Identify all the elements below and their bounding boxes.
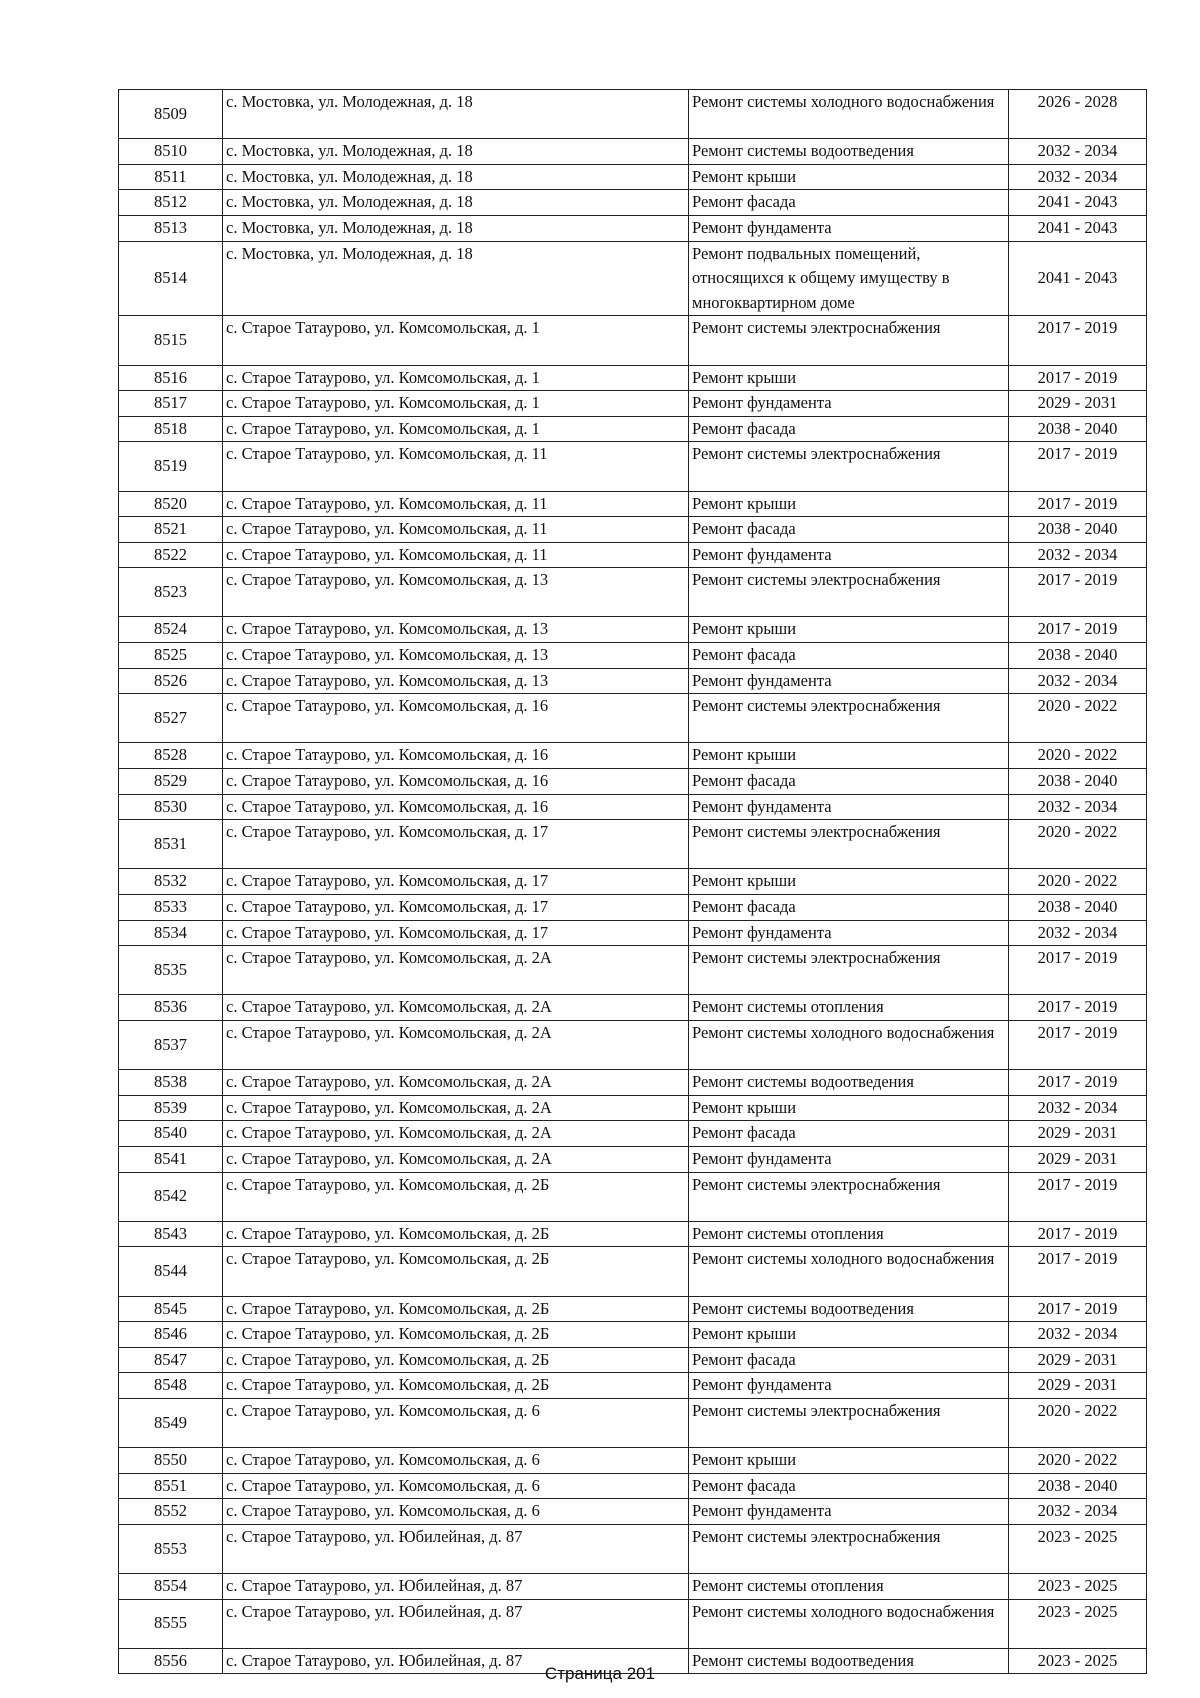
address-cell: с. Старое Татаурово, ул. Комсомольская, д. 16 [223, 794, 689, 820]
row-number: 8529 [119, 769, 223, 795]
period-cell: 2032 - 2034 [1009, 139, 1147, 165]
row-number: 8551 [119, 1473, 223, 1499]
address-cell: с. Старое Татаурово, ул. Комсомольская, д. 13 [223, 617, 689, 643]
address-cell: с. Старое Татаурово, ул. Комсомольская, д. 13 [223, 668, 689, 694]
work-type-cell: Ремонт системы электроснабжения [689, 820, 1009, 869]
address-cell: с. Старое Татаурово, ул. Комсомольская, д. 11 [223, 442, 689, 491]
period-cell: 2038 - 2040 [1009, 643, 1147, 669]
address-cell: с. Старое Татаурово, ул. Комсомольская, д. 6 [223, 1499, 689, 1525]
period-cell: 2041 - 2043 [1009, 190, 1147, 216]
work-type-cell: Ремонт крыши [689, 869, 1009, 895]
address-cell: с. Старое Татаурово, ул. Юбилейная, д. 87 [223, 1574, 689, 1600]
table-row [119, 517, 1147, 543]
address-cell: с. Старое Татаурово, ул. Комсомольская, д. 2А [223, 946, 689, 995]
period-cell: 2029 - 2031 [1009, 1347, 1147, 1373]
table-row [119, 316, 1147, 365]
table-row [119, 139, 1147, 165]
table-row [119, 568, 1147, 617]
period-cell: 2020 - 2022 [1009, 869, 1147, 895]
work-type-cell: Ремонт системы водоотведения [689, 1296, 1009, 1322]
address-cell: с. Старое Татаурово, ул. Комсомольская, д. 16 [223, 769, 689, 795]
period-cell: 2020 - 2022 [1009, 820, 1147, 869]
period-cell: 2032 - 2034 [1009, 164, 1147, 190]
period-cell: 2017 - 2019 [1009, 491, 1147, 517]
works-table-body [119, 90, 1147, 1674]
period-cell: 2017 - 2019 [1009, 1221, 1147, 1247]
address-cell: с. Старое Татаурово, ул. Комсомольская, д. 1 [223, 316, 689, 365]
period-cell: 2029 - 2031 [1009, 1373, 1147, 1399]
row-number: 8536 [119, 995, 223, 1021]
row-number: 8531 [119, 820, 223, 869]
work-type-cell: Ремонт фундамента [689, 542, 1009, 568]
work-type-cell: Ремонт подвальных помещений, относящихся к общему имуществу в многоквартирном доме [689, 241, 1009, 316]
work-type-cell: Ремонт крыши [689, 365, 1009, 391]
period-cell: 2020 - 2022 [1009, 743, 1147, 769]
row-number: 8534 [119, 920, 223, 946]
table-row [119, 820, 1147, 869]
address-cell: с. Старое Татаурово, ул. Комсомольская, д. 6 [223, 1448, 689, 1474]
table-row [119, 668, 1147, 694]
address-cell: с. Старое Татаурово, ул. Комсомольская, д. 2А [223, 1121, 689, 1147]
work-type-cell: Ремонт фасада [689, 1121, 1009, 1147]
period-cell: 2023 - 2025 [1009, 1599, 1147, 1648]
table-row [119, 1574, 1147, 1600]
period-cell: 2017 - 2019 [1009, 316, 1147, 365]
row-number: 8519 [119, 442, 223, 491]
address-cell: с. Старое Татаурово, ул. Комсомольская, д. 2А [223, 995, 689, 1021]
table-row [119, 1146, 1147, 1172]
period-cell: 2017 - 2019 [1009, 442, 1147, 491]
work-type-cell: Ремонт системы электроснабжения [689, 946, 1009, 995]
work-type-cell: Ремонт крыши [689, 617, 1009, 643]
table-row [119, 1398, 1147, 1447]
row-number: 8515 [119, 316, 223, 365]
period-cell: 2023 - 2025 [1009, 1574, 1147, 1600]
address-cell: с. Старое Татаурово, ул. Комсомольская, д. 2Б [223, 1296, 689, 1322]
address-cell: с. Старое Татаурово, ул. Комсомольская, д. 2Б [223, 1347, 689, 1373]
row-number: 8547 [119, 1347, 223, 1373]
table-row [119, 1499, 1147, 1525]
row-number: 8552 [119, 1499, 223, 1525]
work-type-cell: Ремонт системы электроснабжения [689, 694, 1009, 743]
period-cell: 2038 - 2040 [1009, 1473, 1147, 1499]
row-number: 8511 [119, 164, 223, 190]
table-row [119, 90, 1147, 139]
table-row [119, 617, 1147, 643]
row-number: 8520 [119, 491, 223, 517]
work-type-cell: Ремонт фасада [689, 416, 1009, 442]
work-type-cell: Ремонт фундамента [689, 1146, 1009, 1172]
row-number: 8523 [119, 568, 223, 617]
period-cell: 2032 - 2034 [1009, 1499, 1147, 1525]
work-type-cell: Ремонт фасада [689, 517, 1009, 543]
work-type-cell: Ремонт системы холодного водоснабжения [689, 1599, 1009, 1648]
row-number: 8513 [119, 215, 223, 241]
table-row [119, 794, 1147, 820]
table-row [119, 1221, 1147, 1247]
period-cell: 2017 - 2019 [1009, 1172, 1147, 1221]
table-row [119, 391, 1147, 417]
work-type-cell: Ремонт системы электроснабжения [689, 442, 1009, 491]
address-cell: с. Старое Татаурово, ул. Комсомольская, д. 16 [223, 694, 689, 743]
work-type-cell: Ремонт крыши [689, 164, 1009, 190]
period-cell: 2020 - 2022 [1009, 1448, 1147, 1474]
period-cell: 2017 - 2019 [1009, 1247, 1147, 1296]
period-cell: 2017 - 2019 [1009, 1070, 1147, 1096]
table-row [119, 1473, 1147, 1499]
period-cell: 2017 - 2019 [1009, 617, 1147, 643]
address-cell: с. Старое Татаурово, ул. Комсомольская, д. 2А [223, 1070, 689, 1096]
address-cell: с. Старое Татаурово, ул. Юбилейная, д. 87 [223, 1648, 689, 1674]
address-cell: с. Мостовка, ул. Молодежная, д. 18 [223, 215, 689, 241]
work-type-cell: Ремонт системы отопления [689, 1574, 1009, 1600]
table-row [119, 164, 1147, 190]
work-type-cell: Ремонт фасада [689, 1347, 1009, 1373]
period-cell: 2032 - 2034 [1009, 668, 1147, 694]
period-cell: 2038 - 2040 [1009, 769, 1147, 795]
work-type-cell: Ремонт системы холодного водоснабжения [689, 1247, 1009, 1296]
work-type-cell: Ремонт фасада [689, 769, 1009, 795]
work-type-cell: Ремонт фундамента [689, 1499, 1009, 1525]
table-row [119, 643, 1147, 669]
row-number: 8512 [119, 190, 223, 216]
address-cell: с. Старое Татаурово, ул. Юбилейная, д. 87 [223, 1599, 689, 1648]
row-number: 8554 [119, 1574, 223, 1600]
address-cell: с. Старое Татаурово, ул. Комсомольская, д. 13 [223, 643, 689, 669]
table-row [119, 946, 1147, 995]
table-row [119, 1247, 1147, 1296]
table-row [119, 1172, 1147, 1221]
address-cell: с. Старое Татаурово, ул. Комсомольская, д. 2Б [223, 1322, 689, 1348]
table-row [119, 491, 1147, 517]
table-row [119, 769, 1147, 795]
row-number: 8553 [119, 1524, 223, 1573]
period-cell: 2029 - 2031 [1009, 391, 1147, 417]
row-number: 8542 [119, 1172, 223, 1221]
table-row [119, 995, 1147, 1021]
period-cell: 2020 - 2022 [1009, 1398, 1147, 1447]
row-number: 8522 [119, 542, 223, 568]
table-row [119, 1296, 1147, 1322]
period-cell: 2026 - 2028 [1009, 90, 1147, 139]
work-type-cell: Ремонт фундамента [689, 391, 1009, 417]
address-cell: с. Мостовка, ул. Молодежная, д. 18 [223, 90, 689, 139]
table-row [119, 215, 1147, 241]
period-cell: 2041 - 2043 [1009, 215, 1147, 241]
row-number: 8538 [119, 1070, 223, 1096]
address-cell: с. Старое Татаурово, ул. Комсомольская, д. 1 [223, 391, 689, 417]
works-table [118, 89, 1147, 1674]
table-row [119, 1121, 1147, 1147]
period-cell: 2017 - 2019 [1009, 946, 1147, 995]
period-cell: 2032 - 2034 [1009, 1095, 1147, 1121]
work-type-cell: Ремонт фундамента [689, 1373, 1009, 1399]
period-cell: 2032 - 2034 [1009, 542, 1147, 568]
row-number: 8541 [119, 1146, 223, 1172]
address-cell: с. Старое Татаурово, ул. Комсомольская, д. 16 [223, 743, 689, 769]
row-number: 8533 [119, 895, 223, 921]
row-number: 8518 [119, 416, 223, 442]
work-type-cell: Ремонт системы электроснабжения [689, 1172, 1009, 1221]
work-type-cell: Ремонт системы водоотведения [689, 1070, 1009, 1096]
table-row [119, 190, 1147, 216]
address-cell: с. Старое Татаурово, ул. Комсомольская, д. 11 [223, 491, 689, 517]
work-type-cell: Ремонт системы электроснабжения [689, 1398, 1009, 1447]
work-type-cell: Ремонт фундамента [689, 794, 1009, 820]
row-number: 8549 [119, 1398, 223, 1447]
page-number: Страница 201 [544, 1664, 656, 1683]
row-number: 8526 [119, 668, 223, 694]
work-type-cell: Ремонт системы электроснабжения [689, 1524, 1009, 1573]
address-cell: с. Старое Татаурово, ул. Комсомольская, д. 2Б [223, 1373, 689, 1399]
table-row [119, 1095, 1147, 1121]
row-number: 8555 [119, 1599, 223, 1648]
address-cell: с. Мостовка, ул. Молодежная, д. 18 [223, 164, 689, 190]
row-number: 8544 [119, 1247, 223, 1296]
period-cell: 2029 - 2031 [1009, 1121, 1147, 1147]
address-cell: с. Старое Татаурово, ул. Комсомольская, д. 17 [223, 820, 689, 869]
row-number: 8524 [119, 617, 223, 643]
period-cell: 2017 - 2019 [1009, 1296, 1147, 1322]
period-cell: 2017 - 2019 [1009, 568, 1147, 617]
work-type-cell: Ремонт фасада [689, 1473, 1009, 1499]
table-row [119, 365, 1147, 391]
address-cell: с. Старое Татаурово, ул. Комсомольская, д. 2Б [223, 1247, 689, 1296]
work-type-cell: Ремонт системы холодного водоснабжения [689, 1020, 1009, 1069]
work-type-cell: Ремонт системы водоотведения [689, 1648, 1009, 1674]
address-cell: с. Старое Татаурово, ул. Комсомольская, д. 1 [223, 416, 689, 442]
period-cell: 2032 - 2034 [1009, 794, 1147, 820]
address-cell: с. Старое Татаурово, ул. Комсомольская, д. 6 [223, 1398, 689, 1447]
row-number: 8546 [119, 1322, 223, 1348]
period-cell: 2017 - 2019 [1009, 365, 1147, 391]
period-cell: 2023 - 2025 [1009, 1524, 1147, 1573]
work-type-cell: Ремонт системы электроснабжения [689, 568, 1009, 617]
table-row [119, 1524, 1147, 1573]
work-type-cell: Ремонт системы отопления [689, 995, 1009, 1021]
period-cell: 2038 - 2040 [1009, 416, 1147, 442]
period-cell: 2017 - 2019 [1009, 1020, 1147, 1069]
work-type-cell: Ремонт крыши [689, 1322, 1009, 1348]
period-cell: 2029 - 2031 [1009, 1146, 1147, 1172]
address-cell: с. Старое Татаурово, ул. Комсомольская, д. 13 [223, 568, 689, 617]
row-number: 8550 [119, 1448, 223, 1474]
work-type-cell: Ремонт системы электроснабжения [689, 316, 1009, 365]
work-type-cell: Ремонт системы отопления [689, 1221, 1009, 1247]
row-number: 8540 [119, 1121, 223, 1147]
work-type-cell: Ремонт фундамента [689, 668, 1009, 694]
period-cell: 2020 - 2022 [1009, 694, 1147, 743]
row-number: 8516 [119, 365, 223, 391]
work-type-cell: Ремонт системы водоотведения [689, 139, 1009, 165]
address-cell: с. Старое Татаурово, ул. Комсомольская, д. 2А [223, 1146, 689, 1172]
table-row [119, 869, 1147, 895]
table-row [119, 1322, 1147, 1348]
address-cell: с. Старое Татаурово, ул. Комсомольская, д. 2Б [223, 1221, 689, 1247]
row-number: 8535 [119, 946, 223, 995]
work-type-cell: Ремонт крыши [689, 743, 1009, 769]
address-cell: с. Старое Татаурово, ул. Комсомольская, д. 2А [223, 1095, 689, 1121]
address-cell: с. Мостовка, ул. Молодежная, д. 18 [223, 190, 689, 216]
table-row [119, 920, 1147, 946]
table-row [119, 442, 1147, 491]
work-type-cell: Ремонт фундамента [689, 920, 1009, 946]
table-row [119, 542, 1147, 568]
table-row [119, 1448, 1147, 1474]
address-cell: с. Старое Татаурово, ул. Юбилейная, д. 87 [223, 1524, 689, 1573]
row-number: 8510 [119, 139, 223, 165]
address-cell: с. Старое Татаурово, ул. Комсомольская, д. 2Б [223, 1172, 689, 1221]
period-cell: 2038 - 2040 [1009, 517, 1147, 543]
row-number: 8528 [119, 743, 223, 769]
address-cell: с. Старое Татаурово, ул. Комсомольская, д. 11 [223, 542, 689, 568]
row-number: 8509 [119, 90, 223, 139]
address-cell: с. Мостовка, ул. Молодежная, д. 18 [223, 241, 689, 316]
table-row [119, 1070, 1147, 1096]
work-type-cell: Ремонт крыши [689, 1448, 1009, 1474]
period-cell: 2017 - 2019 [1009, 995, 1147, 1021]
address-cell: с. Старое Татаурово, ул. Комсомольская, д. 2А [223, 1020, 689, 1069]
row-number: 8537 [119, 1020, 223, 1069]
address-cell: с. Старое Татаурово, ул. Комсомольская, д. 6 [223, 1473, 689, 1499]
work-type-cell: Ремонт системы холодного водоснабжения [689, 90, 1009, 139]
table-row [119, 241, 1147, 316]
address-cell: с. Старое Татаурово, ул. Комсомольская, д. 17 [223, 869, 689, 895]
row-number: 8543 [119, 1221, 223, 1247]
row-number: 8539 [119, 1095, 223, 1121]
work-type-cell: Ремонт фасада [689, 190, 1009, 216]
address-cell: с. Старое Татаурово, ул. Комсомольская, д. 11 [223, 517, 689, 543]
row-number: 8517 [119, 391, 223, 417]
table-row [119, 1347, 1147, 1373]
address-cell: с. Старое Татаурово, ул. Комсомольская, д. 1 [223, 365, 689, 391]
work-type-cell: Ремонт фасада [689, 895, 1009, 921]
period-cell: 2038 - 2040 [1009, 895, 1147, 921]
work-type-cell: Ремонт крыши [689, 491, 1009, 517]
period-cell: 2032 - 2034 [1009, 920, 1147, 946]
row-number: 8532 [119, 869, 223, 895]
row-number: 8527 [119, 694, 223, 743]
table-row [119, 416, 1147, 442]
work-type-cell: Ремонт фундамента [689, 215, 1009, 241]
table-row [119, 1599, 1147, 1648]
work-type-cell: Ремонт крыши [689, 1095, 1009, 1121]
row-number: 8514 [119, 241, 223, 316]
row-number: 8556 [119, 1648, 223, 1674]
row-number: 8530 [119, 794, 223, 820]
work-type-cell: Ремонт фасада [689, 643, 1009, 669]
table-row [119, 1020, 1147, 1069]
table-row [119, 694, 1147, 743]
row-number: 8548 [119, 1373, 223, 1399]
table-row [119, 895, 1147, 921]
row-number: 8545 [119, 1296, 223, 1322]
address-cell: с. Старое Татаурово, ул. Комсомольская, д. 17 [223, 895, 689, 921]
period-cell: 2023 - 2025 [1009, 1648, 1147, 1674]
row-number: 8521 [119, 517, 223, 543]
table-row [119, 1373, 1147, 1399]
row-number: 8525 [119, 643, 223, 669]
address-cell: с. Мостовка, ул. Молодежная, д. 18 [223, 139, 689, 165]
period-cell: 2041 - 2043 [1009, 241, 1147, 316]
table-row [119, 743, 1147, 769]
period-cell: 2032 - 2034 [1009, 1322, 1147, 1348]
address-cell: с. Старое Татаурово, ул. Комсомольская, д. 17 [223, 920, 689, 946]
